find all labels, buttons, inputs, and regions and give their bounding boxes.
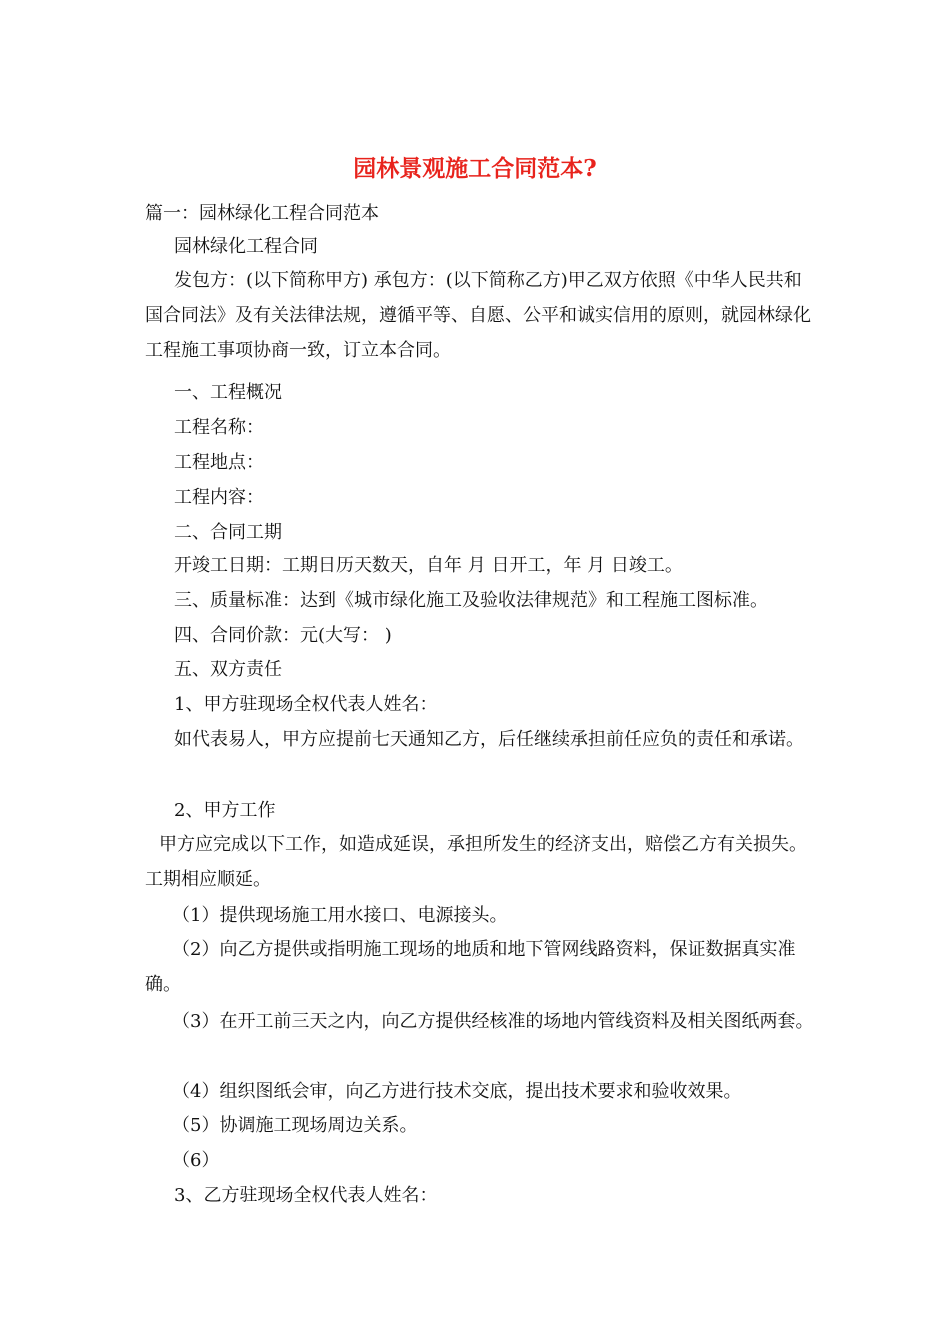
duty-item-1: （1）提供现场施工用水接口、电源接头。: [172, 905, 508, 926]
clause-heading-5: 五、双方责任: [174, 659, 282, 680]
representative-change-paragraph: 如代表易人，甲方应提前七天通知乙方，后任继续承担前任应负的责任和承诺。: [174, 729, 804, 750]
section-heading: 篇一：园林绿化工程合同范本: [145, 203, 379, 224]
duty-item-2: （2）向乙方提供或指明施工现场的地质和地下管网线路资料，保证数据真实准确。: [145, 939, 796, 995]
project-name-field: 工程名称：: [174, 417, 264, 438]
duty-item-6: （6）: [172, 1150, 220, 1171]
item-2-heading: 2、甲方工作: [174, 800, 276, 821]
duty-item-3: （3）在开工前三天之内，向乙方提供经核准的场地内管线资料及相关图纸两套。: [172, 1011, 814, 1032]
party-a-duties-paragraph: 甲方应完成以下工作，如造成延误，承担所发生的经济支出，赔偿乙方有关损失。工期相应顺延。: [145, 834, 807, 890]
project-location-field: 工程地点：: [174, 452, 264, 473]
duty-item-5: （5）协调施工现场周边关系。: [172, 1115, 418, 1136]
document-title: 园林景观施工合同范本?: [353, 155, 597, 182]
clause-heading-4: 四、合同价款：元(大写： ): [174, 625, 392, 646]
clause-heading-3: 三、质量标准：达到《城市绿化施工及验收法律规范》和工程施工图标准。: [174, 590, 768, 611]
duty-item-4: （4）组织图纸会审，向乙方进行技术交底，提出技术要求和验收效果。: [172, 1081, 742, 1102]
item-1-heading: 1、甲方驻现场全权代表人姓名：: [174, 694, 438, 715]
clause-heading-1: 一、工程概况: [174, 382, 282, 403]
item-3-heading: 3、乙方驻现场全权代表人姓名：: [174, 1185, 438, 1206]
preamble-paragraph: 发包方：(以下简称甲方) 承包方：(以下简称乙方)甲乙双方依照《中华人民共和国合同法》及有关法律法规，遵循平等、自愿、公平和诚实信用的原则，就园林绿化工程施工事项协商一致，订立本合同。: [145, 270, 811, 361]
clause-heading-2: 二、合同工期: [174, 522, 282, 543]
project-content-field: 工程内容：: [174, 487, 264, 508]
contract-name: 园林绿化工程合同: [174, 236, 318, 257]
schedule-paragraph: 开竣工日期：工期日历天数天，自年 月 日开工，年 月 日竣工。: [174, 555, 683, 576]
